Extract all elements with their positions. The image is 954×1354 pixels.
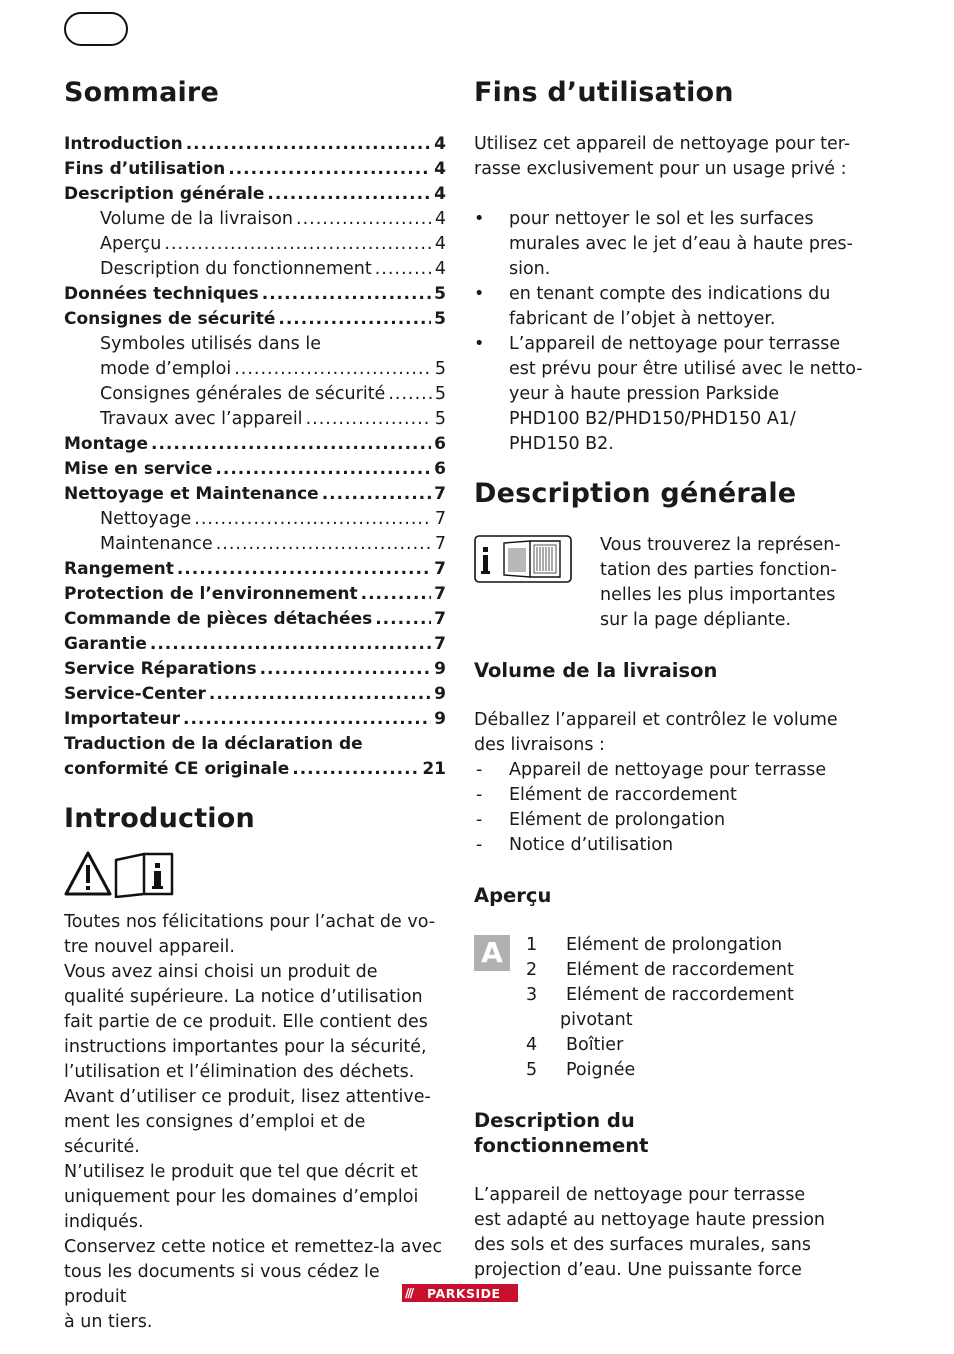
toc-entry-label: Travaux avec l’appareil [100,409,303,429]
fonctionnement-line: projection d’eau. Une puissante force [474,1260,802,1280]
apercu-text: Boîtier [566,1035,624,1055]
toc-entry-page: 5 [434,359,446,379]
apercu-title: Aperçu [474,884,552,907]
toc-leader-dots [306,407,432,432]
warning-book-icon [64,850,176,898]
toc-leader-dots [209,682,431,707]
toc-leader-dots [388,382,432,407]
list-item [474,207,866,282]
apercu-text: Elément de raccordement [566,960,794,980]
toc-leader-dots [177,557,431,582]
toc-leader-dots [267,182,431,207]
dash-mark: - [476,785,483,805]
toc-entry [64,357,446,382]
toc-entry-page: 7 [434,609,446,629]
apercu-text: Elément de raccordement [566,985,794,1005]
toc-entry [64,757,446,782]
volume-intro-line: des livraisons : [474,735,605,755]
toc-entry-page: 5 [434,384,446,404]
toc-leader-dots [361,582,432,607]
fins-intro [474,132,866,182]
bullet-line: fabricant de l’objet à nettoyer. [509,309,776,329]
intro-line: tre nouvel appareil. [64,937,235,957]
bullet-line: PHD150 B2. [509,434,614,454]
toc-entry-label: Protection de l’environnement [64,584,358,604]
toc-entry-label: Mise en service [64,459,213,479]
apercu-number [474,1008,566,1033]
fonctionnement-line: est adapté au nettoyage haute pression [474,1210,826,1230]
description-line: nelles les plus importantes [600,585,836,605]
list-item [474,783,866,808]
apercu-row [474,933,866,1083]
list-item [474,758,866,783]
volume-title: Volume de la livraison [474,659,718,682]
toc-entry-page: 5 [434,284,446,304]
intro-line: uniquement pour les domaines d’emploi [64,1187,419,1207]
apercu-number: 1 [526,935,538,955]
toc-entry [64,282,446,307]
logo-stripes: /// [405,1286,413,1300]
toc-entry-page: 5 [434,309,446,329]
toc-entry-label: Nettoyage et Maintenance [64,484,319,504]
dash-mark: - [476,835,483,855]
toc-entry [64,707,446,732]
bullet-line: murales avec le jet d’eau à haute pres- [509,234,853,254]
dash-mark: - [476,810,483,830]
fonctionnement-title [474,1108,866,1158]
fonctionnement-title-line: Description du [474,1109,635,1132]
apercu-item [474,1008,866,1033]
introduction-text [64,910,446,1335]
apercu-text: Poignée [566,1060,636,1080]
fins-intro-line: Utilisez cet appareil de nettoyage pour ter- [474,134,851,154]
toc-entry-page: 7 [434,509,446,529]
toc-entry: Traduction de la déclaration de [64,734,363,754]
toc-entry-page: 7 [434,634,446,654]
toc-entry-page: 7 [434,559,446,579]
toc-entry-page: 4 [434,159,446,179]
description-icon-text [600,533,841,633]
intro-line: N’utilisez le produit que tel que décrit et [64,1162,418,1182]
toc-entry-label: Service Réparations [64,659,257,679]
toc-leader-dots [296,207,432,232]
brand-name: PARKSIDE [427,1285,501,1301]
description-icon-row [474,533,866,633]
toc-entry-label: Garantie [64,634,147,654]
right-column [474,72,866,1283]
apercu-number: 4 [526,1035,538,1055]
toc-entry [64,607,446,632]
toc-leader-dots [278,307,431,332]
list-item-text: Elément de prolongation [509,810,726,830]
toc-entry-label: Aperçu [100,234,162,254]
toc-entry [64,157,446,182]
toc-entry [64,407,446,432]
toc-leader-dots [215,457,431,482]
fins-title: Fins d’utilisation [474,77,734,108]
toc-entry-label: Données techniques [64,284,259,304]
toc-entry-label: Nettoyage [100,509,192,529]
toc-leader-dots [234,357,432,382]
bullet-line: est prévu pour être utilisé avec le netto- [509,359,863,379]
toc-entry-page: 9 [434,709,446,729]
toc-leader-dots [164,232,431,257]
intro-line: Vous avez ainsi choisi un produit de [64,962,378,982]
list-item-text: Notice d’utilisation [509,835,674,855]
bullet-line: L’appareil de nettoyage pour terrasse [509,334,841,354]
description-line: Vous trouverez la représen- [600,535,841,555]
bullet-line: PHD100 B2/PHD150/PHD150 A1/ [509,409,796,429]
toc-entry-page: 4 [434,184,446,204]
toc-entry-label: Introduction [64,134,183,154]
toc-entry [64,657,446,682]
toc-entry-page: 6 [434,459,446,479]
toc-entry [64,507,446,532]
intro-line: ment les consignes d’emploi et de sécurité. [64,1112,366,1157]
toc-entry [64,182,446,207]
intro-line: instructions importantes pour la sécurité, [64,1037,427,1057]
toc-leader-dots [150,632,431,657]
bullet-line: en tenant compte des indications du [509,284,831,304]
language-badge [64,12,128,46]
toc-entry [64,132,446,157]
toc-entry [64,207,446,232]
bullet-mark: • [474,284,485,304]
bullet-line: pour nettoyer le sol et les surfaces [509,209,814,229]
toc-entry [64,232,446,257]
toc-entry-page: 5 [434,409,446,429]
toc-entry-label: mode d’emploi [100,359,232,379]
fonctionnement-line: des sols et des surfaces murales, sans [474,1235,812,1255]
intro-line: l’utilisation et l’élimination des déchets. [64,1062,415,1082]
apercu-item [474,958,866,983]
intro-line: Avant d’utiliser ce produit, lisez attentive- [64,1087,431,1107]
toc-entry-label: conformité CE originale [64,759,290,779]
description-line: tation des parties fonction- [600,560,837,580]
parkside-logo [402,1284,518,1302]
toc-entry-label: Importateur [64,709,181,729]
toc-leader-dots [292,757,419,782]
foldout-page-icon [474,535,572,583]
toc-entry [64,632,446,657]
toc-leader-dots [260,657,432,682]
intro-line: qualité supérieure. La notice d’utilisation [64,987,423,1007]
toc-entry-page: 7 [434,584,446,604]
description-title: Description générale [474,478,797,509]
apercu-list [474,933,866,1083]
fonctionnement-line: L’appareil de nettoyage pour terrasse [474,1185,806,1205]
toc-leader-dots [194,507,432,532]
toc-entry-label: Description du fonctionnement [100,259,372,279]
apercu-item [474,933,866,958]
toc-entry: Symboles utilisés dans le [100,334,321,354]
toc-entry [64,557,446,582]
apercu-number: 5 [526,1060,538,1080]
intro-icons [64,850,446,902]
fins-bullets [474,207,866,457]
bullet-line: sion. [509,259,551,279]
toc-entry-page: 9 [434,659,446,679]
apercu-number: 2 [526,960,538,980]
toc-entry [64,257,446,282]
toc-entry-page: 21 [422,759,446,779]
toc-title: Sommaire [64,77,219,108]
toc-leader-dots [216,532,432,557]
toc-leader-dots [262,282,431,307]
intro-line: Conservez cette notice et remettez-la avec [64,1237,443,1257]
toc-entry-label: Montage [64,434,148,454]
toc-entry [64,532,446,557]
toc-entry [64,682,446,707]
list-item [474,332,866,457]
toc-entry-page: 4 [434,259,446,279]
table-of-contents [64,132,446,782]
toc-entry [64,482,446,507]
toc-entry-label: Volume de la livraison [100,209,294,229]
apercu-text: Elément de prolongation [566,935,783,955]
toc-leader-dots [186,132,431,157]
toc-leader-dots [375,607,431,632]
toc-entry-page: 7 [434,534,446,554]
volume-intro-line: Déballez l’appareil et contrôlez le volume [474,710,838,730]
toc-leader-dots [322,482,431,507]
bullet-line: yeur à haute pression Parkside [509,384,780,404]
list-item [474,808,866,833]
toc-entry-label: Fins d’utilisation [64,159,226,179]
apercu-text: pivotant [560,1010,633,1030]
list-item-text: Elément de raccordement [509,785,737,805]
list-item-text: Appareil de nettoyage pour terrasse [509,760,827,780]
fonctionnement-text [474,1183,866,1283]
intro-line: à un tiers. [64,1312,153,1332]
toc-entry-label: Consignes de sécurité [64,309,276,329]
toc-leader-dots [151,432,431,457]
toc-entry-page: 9 [434,684,446,704]
intro-line: indiqués. [64,1212,144,1232]
intro-line: fait partie de ce produit. Elle contient des [64,1012,428,1032]
toc-entry-page: 6 [434,434,446,454]
volume-intro [474,708,866,758]
toc-entry-label: Description générale [64,184,265,204]
volume-items [474,758,866,858]
toc-entry-label: Rangement [64,559,174,579]
left-column [64,72,446,1335]
toc-entry-label: Consignes générales de sécurité [100,384,386,404]
description-line: sur la page dépliante. [600,610,792,630]
apercu-item [474,1058,866,1083]
toc-leader-dots [375,257,432,282]
list-item [474,833,866,858]
toc-entry-page: 4 [434,234,446,254]
apercu-item [474,983,866,1008]
bullet-mark: • [474,334,485,354]
toc-entry [64,382,446,407]
toc-entry-label: Commande de pièces détachées [64,609,373,629]
fins-intro-line: rasse exclusivement pour un usage privé : [474,159,847,179]
apercu-item [474,1033,866,1058]
toc-entry-page: 7 [434,484,446,504]
toc-entry [64,582,446,607]
toc-entry-page: 4 [434,209,446,229]
intro-line: tous les documents si vous cédez le produit [64,1262,380,1307]
toc-leader-dots [228,157,431,182]
bullet-mark: • [474,209,485,229]
toc-entry-label: Maintenance [100,534,213,554]
toc-entry-label: Service-Center [64,684,206,704]
introduction-title: Introduction [64,803,255,834]
dash-mark: - [476,760,483,780]
figure-a-badge: A [474,935,510,971]
toc-leader-dots [183,707,431,732]
fonctionnement-title-line: fonctionnement [474,1134,649,1157]
intro-line: Toutes nos félicitations pour l’achat de vo- [64,912,436,932]
toc-entry [64,457,446,482]
apercu-number: 3 [526,985,538,1005]
toc-entry [64,432,446,457]
toc-entry-page: 4 [434,134,446,154]
list-item [474,282,866,332]
toc-entry [64,307,446,332]
